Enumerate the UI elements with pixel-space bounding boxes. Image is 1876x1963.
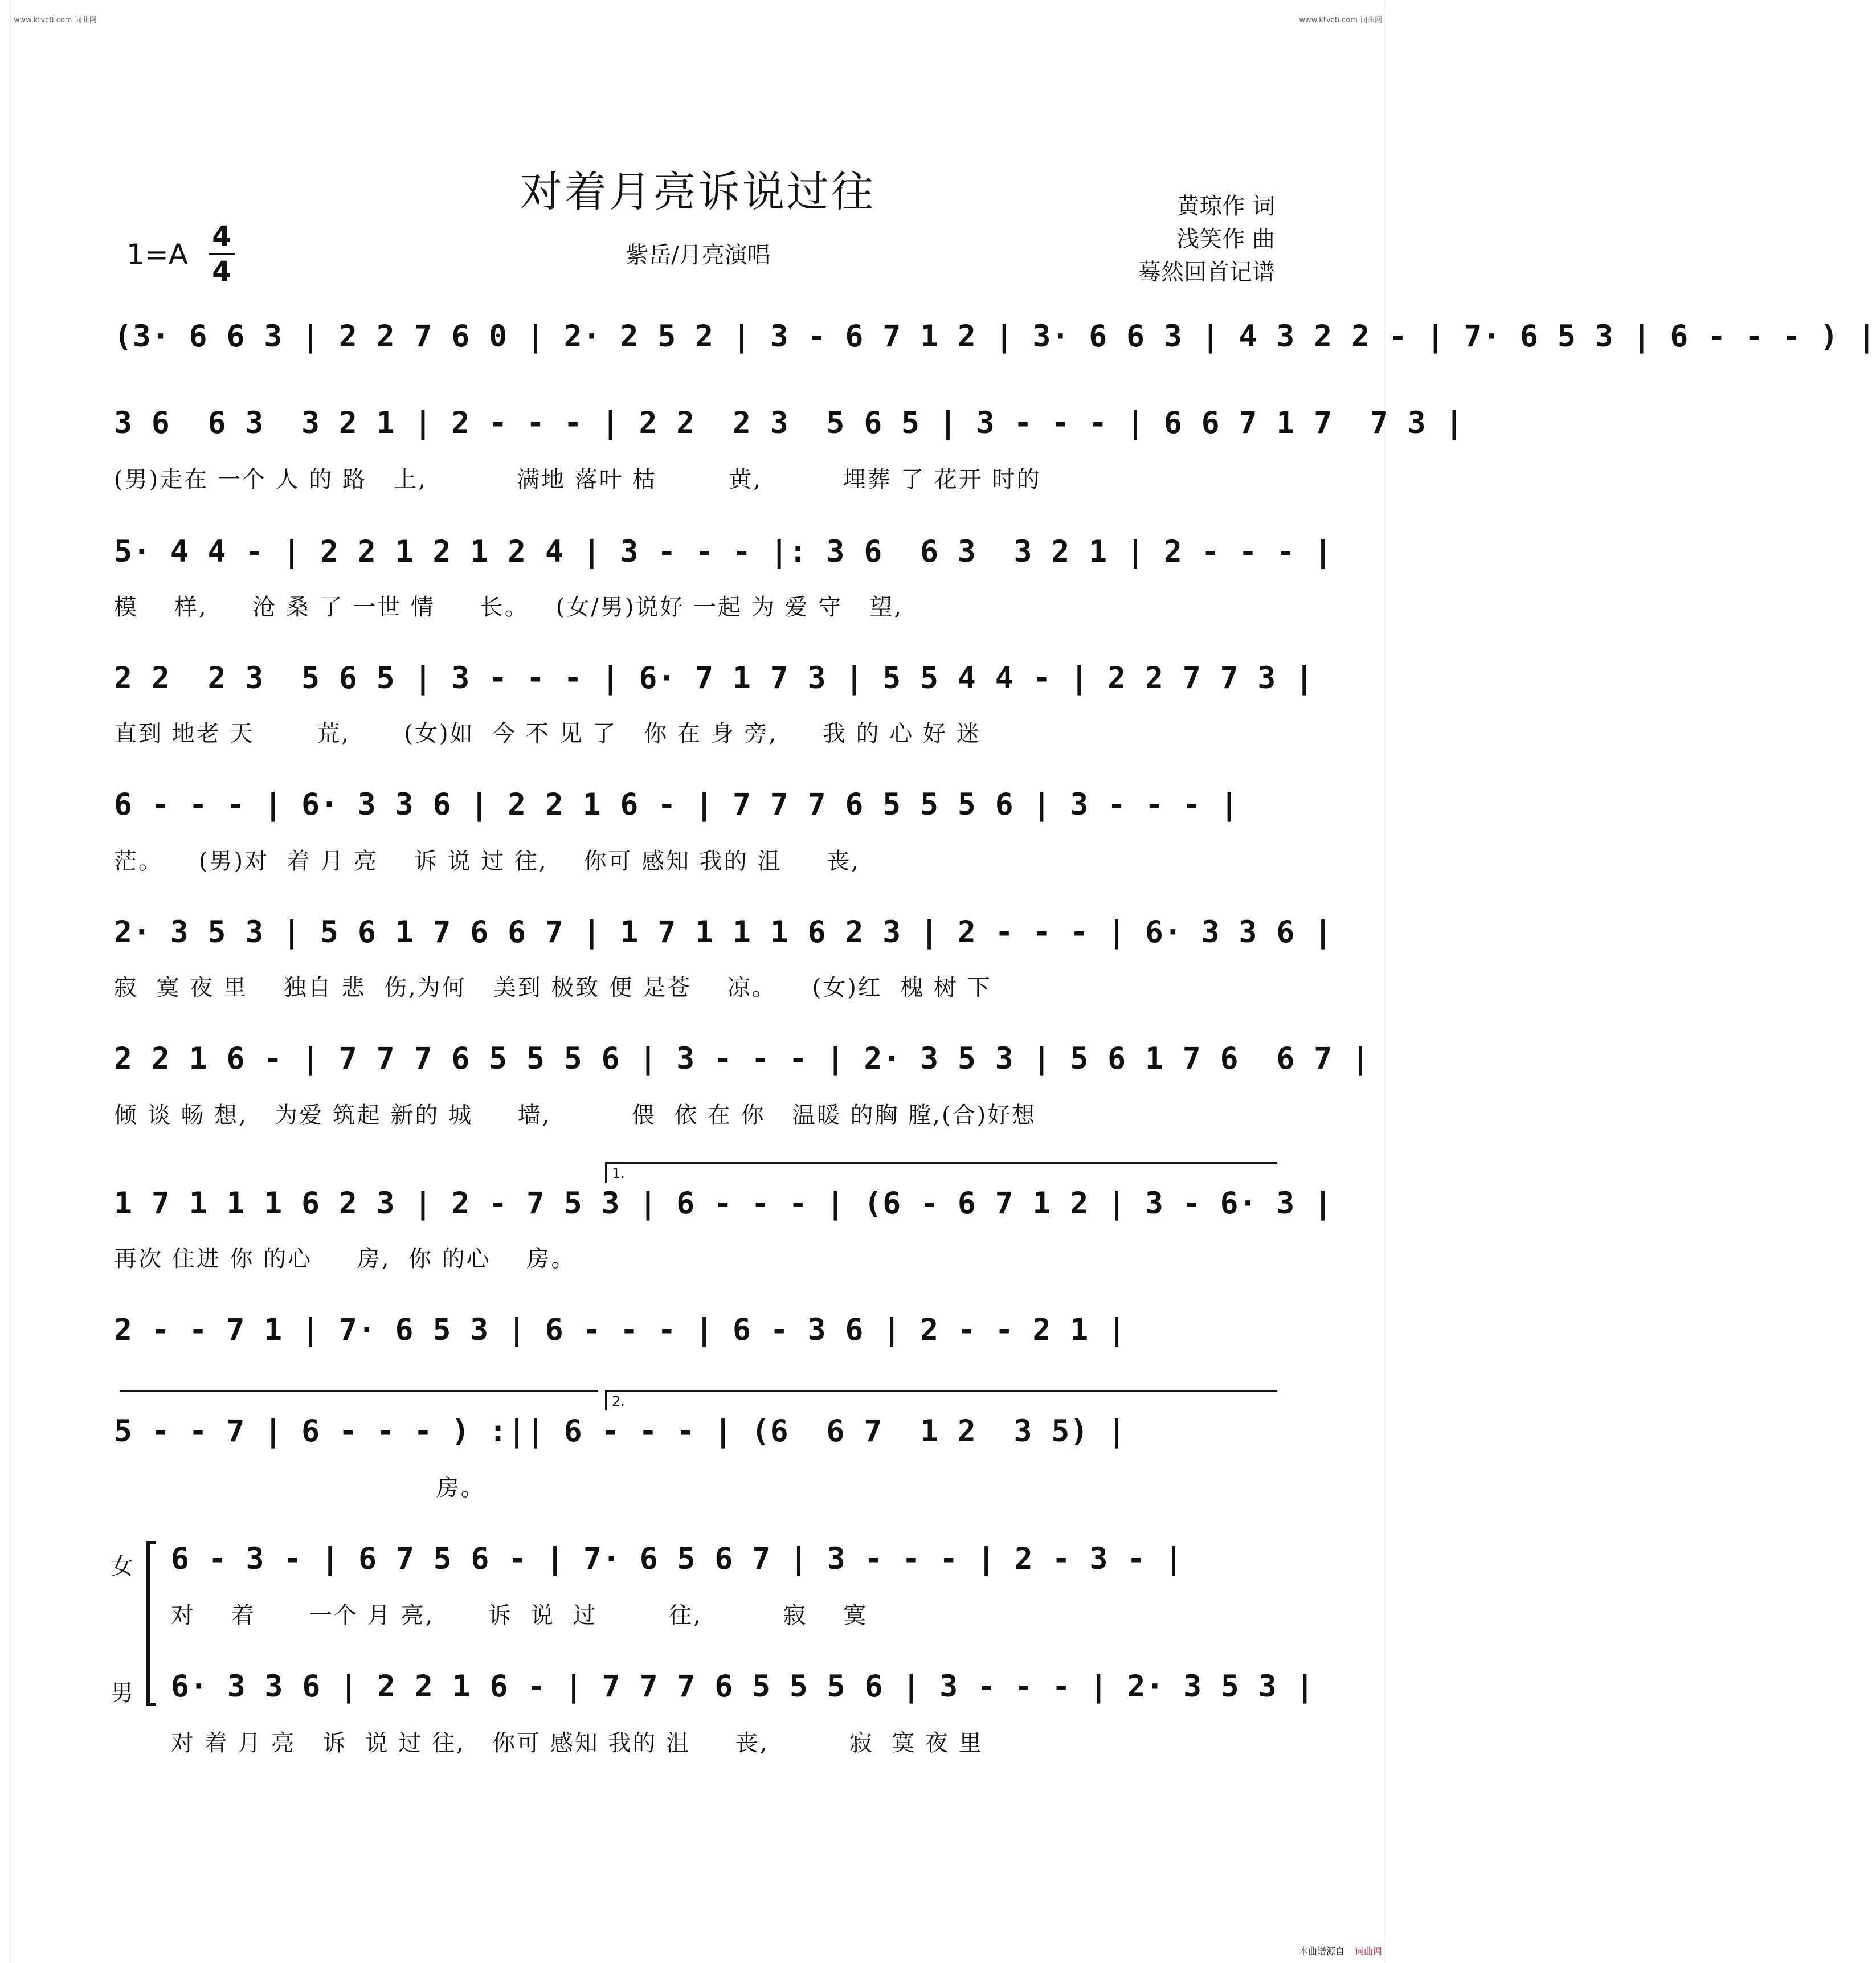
corner-watermark-right: www.ktvc8.com 词曲网 <box>1299 16 1382 24</box>
female-staff-notes: 6 - 3 - | 6 7 5 6 - | 7· 6 5 6 7 | 3 - - - | 2 - 3 - | <box>171 1541 1184 1576</box>
song-title: 对着月亮诉说过往 <box>520 167 876 216</box>
time-signature <box>209 220 235 288</box>
second-ending-bracket-left <box>605 1390 607 1410</box>
composer-credit: 浅笑作 曲 <box>1176 226 1275 252</box>
lyrics-line-8: 再次 住进 你 的心 房, 你 的心 房。 <box>114 1246 576 1272</box>
footer-source: 本曲谱源自 <box>1298 1946 1344 1957</box>
corner-watermark-left: www.ktvc8.com 词曲网 <box>14 16 97 24</box>
lyrics-line-6: 寂 寞 夜 里 独自 悲 伤,为何 美到 极致 便 是苍 凉。 (女)红 槐 树 下 <box>114 975 992 1001</box>
male-staff-notes: 6· 3 3 6 | 2 2 1 6 - | 7 7 7 6 5 5 5 6 | 3 - - - | 2· 3 5 3 | <box>171 1669 1315 1704</box>
male-lyrics: 对 着 月 亮 诉 说 过 往, 你可 感知 我的 沮 丧, 寂 寞 夜 里 <box>171 1730 983 1756</box>
first-ending-bracket-left <box>605 1162 607 1183</box>
lyrics-line-5: 茫。 (男)对 着 月 亮 诉 说 过 往, 你可 感知 我的 沮 丧, <box>114 848 860 874</box>
lyrics-line-10: 房。 <box>114 1475 485 1501</box>
right-margin-strip <box>1384 0 1396 1963</box>
time-signature-top: 4 <box>212 220 231 252</box>
second-ending-bracket <box>605 1390 1277 1392</box>
transcriber-credit: 蓦然回首记谱 <box>1138 259 1275 285</box>
female-lyrics: 对 着 一个 月 亮, 诉 说 过 往, 寂 寞 <box>171 1602 868 1629</box>
footer-site: 词曲网 <box>1354 1946 1382 1957</box>
second-ending-number: 2. <box>612 1393 625 1409</box>
staff-notes-7: 2 2 1 6 - | 7 7 7 6 5 5 5 6 | 3 - - - | 2· 3 5 3 | 5 6 1 7 6 6 7 | <box>114 1041 1370 1076</box>
lyrics-line-7: 倾 谈 畅 想, 为爱 筑起 新的 城 墙, 偎 依 在 你 温暖 的胸 膛,(合)好想 <box>114 1102 1037 1128</box>
singer-line: 紫岳/月亮演唱 <box>626 242 770 268</box>
staff-notes-4: 2 2 2 3 5 6 5 | 3 - - - | 6· 7 1 7 3 | 5 5 4 4 - | 2 2 7 7 3 | <box>114 661 1314 696</box>
first-ending-bracket <box>605 1162 1277 1164</box>
key-signature: 1=A <box>126 238 188 271</box>
staff-notes-5: 6 - - - | 6· 3 3 6 | 2 2 1 6 - | 7 7 7 6 5 5 5 6 | 3 - - - | <box>114 787 1239 822</box>
first-ending-bracket-continued <box>120 1390 598 1392</box>
duet-brace <box>146 1541 156 1706</box>
staff-notes-3: 5· 4 4 - | 2 2 1 2 1 2 4 | 3 - - - |: 3 6 6 3 3 2 1 | 2 - - - | <box>114 534 1333 569</box>
lyrics-line-2: (男)走在 一个 人 的 路 上, 满地 落叶 枯 黄, 埋葬 了 花开 时的 <box>114 467 1041 493</box>
staff-notes-10: 5 - - 7 | 6 - - - ) :|| 6 - - - | (6 6 7 1 2 3 5) | <box>114 1414 1127 1449</box>
left-margin-strip <box>0 0 11 1963</box>
first-ending-number: 1. <box>612 1165 625 1181</box>
staff-notes-1: (3· 6 6 3 | 2 2 7 6 0 | 2· 2 5 2 | 3 - 6 7 1 2 | 3· 6 6 3 | 4 3 2 2 - | 7· 6 5 3 | 6 - - - ) | <box>114 319 1876 354</box>
staff-notes-9: 2 - - 7 1 | 7· 6 5 3 | 6 - - - | 6 - 3 6 | 2 - - 2 1 | <box>114 1312 1127 1347</box>
lyricist-credit: 黄琼作 词 <box>1176 193 1275 219</box>
lyrics-line-4: 直到 地老 天 荒, (女)如 今 不 见 了 你 在 身 旁, 我 的 心 好 迷 <box>114 721 981 747</box>
staff-notes-2: 3 6 6 3 3 2 1 | 2 - - - | 2 2 2 3 5 6 5 | 3 - - - | 6 6 7 1 7 7 3 | <box>114 406 1464 440</box>
staff-notes-8: 1 7 1 1 1 6 2 3 | 2 - 7 5 3 | 6 - - - | (6 - 6 7 1 2 | 3 - 6· 3 | <box>114 1186 1333 1221</box>
female-part-label: 女 <box>111 1553 133 1580</box>
staff-notes-6: 2· 3 5 3 | 5 6 1 7 6 6 7 | 1 7 1 1 1 6 2 3 | 2 - - - | 6· 3 3 6 | <box>114 915 1333 950</box>
male-part-label: 男 <box>111 1680 133 1706</box>
time-signature-bottom: 4 <box>212 256 231 288</box>
lyrics-line-3: 模 样, 沧 桑 了 一世 情 长。 (女/男)说好 一起 为 爱 守 望, <box>114 594 904 620</box>
